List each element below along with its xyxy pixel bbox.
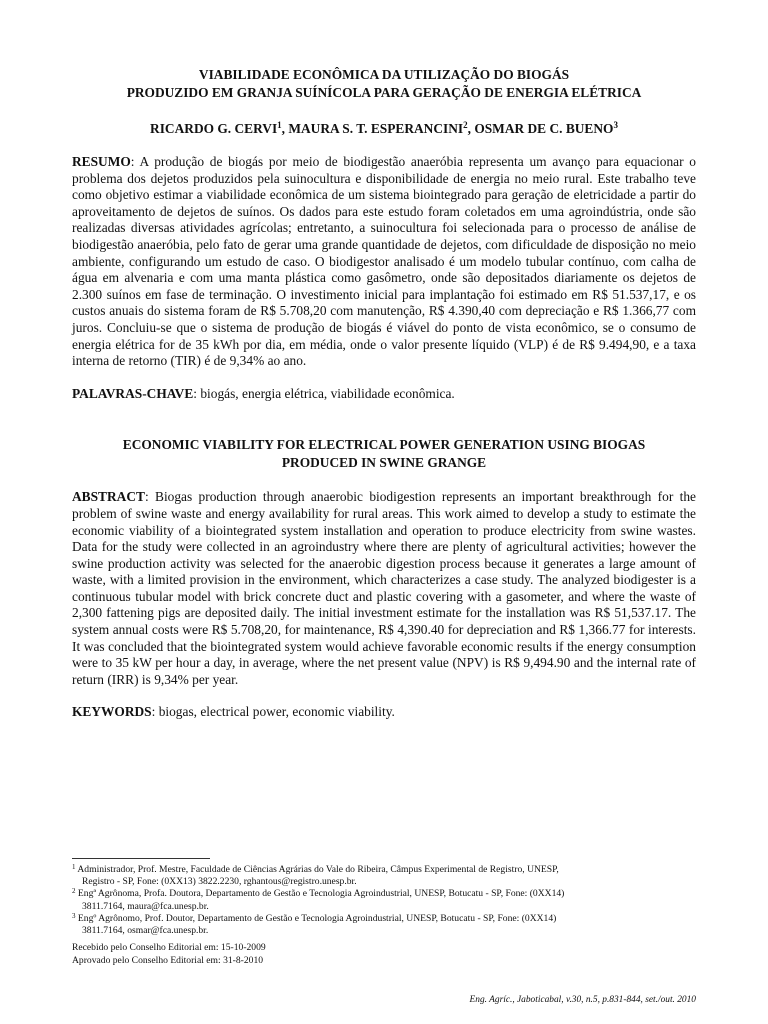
footnote-number: 3: [72, 911, 76, 920]
footnote-item: [72, 913, 696, 937]
author-name: OSMAR DE C. BUENO: [474, 121, 614, 136]
title-en-line1: ECONOMIC VIABILITY FOR ELECTRICAL POWER GENERATION USING BIOGAS: [122, 437, 646, 453]
author-separator: ,: [281, 121, 289, 136]
author-affiliation-mark: 3: [613, 120, 618, 130]
footnotes: [72, 864, 696, 937]
abstract-text: : Biogas production through anaerobic biodigestion represents an important breakthrough for the problem of swine waste and energy availability for rural areas. This work aimed to develop a study to estimate the economic viability of a biointegrated system installation and operation to produce electricity from swine wastes. Data for the study were collected in an agroindustry where there are plenty of agricultural activities; however the swine production activity was selected for the anaerobic digestion process because it generates a large amount of waste, with a limited provision in the environment, which characterizes a case study. The analyzed biodigester is a continuous tubular model with brick concrete duct and plastic covering with a gasometer, and where the waste of 2,300 fattening pigs are deposited daily. The initial investment estimate for the installation was R$ 51,537.17. The system annual costs were R$ 5.708,20, for maintenance, R$ 4,390.40 for depreciation and R$ 1,366.77 for interests. It was concluded that the biointegrated system would achieve favorable economic results if the energy consumption were to 35 kW per hour a day, in average, where the net present value (NPV) is R$ 9,494.90 and the internal rate of return (IRR) is 9,34% per year.: [72, 489, 696, 687]
author-affiliation-mark: 2: [463, 120, 468, 130]
keywords-en-text: : biogas, electrical power, economic viability.: [151, 704, 395, 720]
author-list: [72, 120, 696, 138]
footnote-text-cont: Registro - SP, Fone: (0XX13) 3822.2230, rghantous@registro.unesp.br.: [82, 876, 357, 888]
title-english: [72, 436, 696, 472]
title-portuguese: [72, 66, 696, 102]
resumo-paragraph: [72, 154, 696, 370]
footnote-item: [72, 888, 696, 912]
footnote-text: Engº Agrônomo, Prof. Doutor, Departamento de Gestão e Tecnologia Agroindustrial, UNESP, Botucatu - SP, Fone: (0XX14): [77, 912, 557, 924]
footnote-item: [72, 864, 696, 888]
footnote-text: Administrador, Prof. Mestre, Faculdade de Ciências Agrárias do Vale do Ribeira, Câmpus Experimental de Registro, UNESP,: [77, 864, 559, 875]
footnote-text-cont: 3811.7164, maura@fca.unesp.br.: [82, 900, 209, 912]
author-name: MAURA S. T. ESPERANCINI: [288, 121, 464, 136]
resumo-text: : A produção de biogás por meio de biodigestão anaeróbia representa um avanço para equacionar o problema dos dejetos produzidos pela suinocultura e disponibilidade de energia no meio rural. Este trabalho teve como objetivo estimar a viabilidade econômica de um sistema biointegrado para geração de eletricidade a partir do aproveitamento de dejetos de suínos. Os dados para este estudo foram coletados em uma agroindústria, onde são realizadas diversas atividades agrícolas; entretanto, a suinocultura foi selecionada para o processo de análise de biodigestão anaeróbia, pelo fato de gerar uma grande quantidade de dejetos, com dificuldade de disposição no meio ambiente, configurando um estudo de caso. O biodigestor analisado é um modelo tubular contínuo, com calha de água em alvenaria e com uma manta plástica como gasômetro, onde são depositados diariamente os dejetos de 2.300 suínos em fase de terminação. O investimento inicial para implantação foi estimado em R$ 51.537,17, e os custos anuais do sistema foram de R$ 5.708,20 com manutenção, R$ 4.390,40 com depreciação e R$ 1.366,77 com juros. Concluiu-se que o sistema de produção de biogás é viável do ponto de vista econômico, se o consumo de energia elétrica for de 35 kWh por dia, em média, onde o valor presente líquido (VLP) é de R$ 9.494,90, e a taxa interna de retorno (TIR) é de 9,34% ao ano.: [72, 154, 696, 369]
title-pt-line1: VIABILIDADE ECONÔMICA DA UTILIZAÇÃO DO BIOGÁS: [198, 67, 570, 82]
keywords-pt-paragraph: [72, 386, 696, 403]
abstract-label: ABSTRACT: [72, 489, 145, 505]
keywords-pt-text: : biogás, energia elétrica, viabilidade econômica.: [193, 385, 455, 401]
author-affiliation-mark: 1: [277, 120, 282, 130]
title-en-line2: PRODUCED IN SWINE GRANGE: [281, 455, 487, 471]
title-pt-line2: PRODUZIDO EM GRANJA SUÍNÍCOLA PARA GERAÇÃO DE ENERGIA ELÉTRICA: [126, 85, 642, 100]
journal-reference: Eng. Agríc., Jaboticabal, v.30, n.5, p.831-844, set./out. 2010: [469, 995, 696, 1005]
keywords-en-label: KEYWORDS: [72, 704, 152, 720]
keywords-en-paragraph: [72, 704, 696, 721]
footnote-text-cont: 3811.7164, osmar@fca.unesp.br.: [82, 925, 209, 937]
footnote-text: Engª Agrônoma, Profa. Doutora, Departamento de Gestão e Tecnologia Agroindustrial, UNESP, Botucatu - SP, Fone: (0XX14): [77, 888, 565, 900]
footnote-number: 1: [72, 863, 76, 871]
editorial-dates: [72, 941, 266, 967]
article-page: [72, 66, 696, 721]
footnote-number: 2: [72, 887, 76, 896]
received-date: Recebido pelo Conselho Editorial em: 15-10-2009: [72, 942, 266, 953]
approved-date: Aprovado pelo Conselho Editorial em: 31-8-2010: [72, 955, 264, 966]
footnote-divider: [72, 858, 210, 859]
author-name: RICARDO G. CERVI: [150, 121, 278, 136]
resumo-label: RESUMO: [72, 154, 131, 169]
keywords-pt-label: PALAVRAS-CHAVE: [72, 385, 194, 401]
author-separator: ,: [467, 121, 475, 136]
abstract-paragraph: [72, 489, 696, 688]
